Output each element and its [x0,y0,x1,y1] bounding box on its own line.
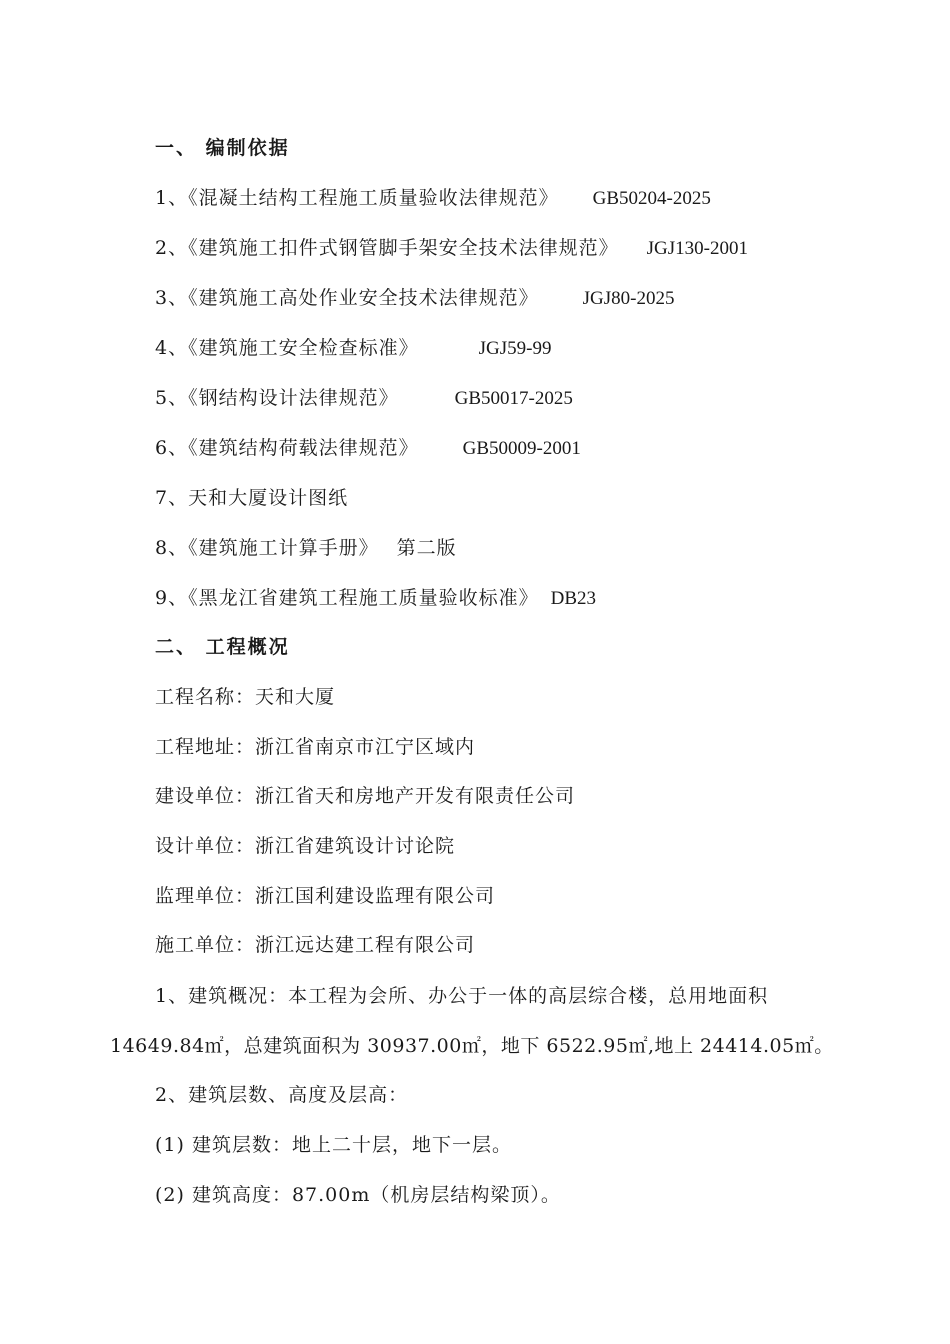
list-item [155,535,457,561]
item-text: 天和大厦设计图纸 [188,487,349,509]
info-row-designer [155,833,455,859]
list-item [155,485,348,511]
list-item [155,185,711,212]
item-text: 《建筑施工安全检查标准》 [188,337,419,359]
floors-count: (1) 建筑层数：地上二十层，地下一层。 [155,1134,512,1156]
item-number: 1、 [155,187,189,209]
item-number: 4、 [155,337,189,359]
info-row-supervisor [155,883,495,909]
item-text: 《建筑施工扣件式钢管脚手架安全技术法律规范》 [188,237,619,259]
list-item [155,435,581,462]
info-label: 施工单位： [155,934,256,956]
info-value: 浙江省天和房地产开发有限责任公司 [255,785,576,807]
item-text: 《建筑施工高处作业安全技术法律规范》 [188,287,539,309]
overview-paragraph-line1: 1、建筑概况：本工程为会所、办公于一体的高层综合楼，总用地面积 [155,985,769,1007]
info-row-project-name [155,684,335,710]
info-value: 浙江省建筑设计讨论院 [255,835,456,857]
item-number: 8、 [155,537,189,559]
info-row-developer [155,783,575,809]
section-heading-basis: 一、 编制依据 [155,137,290,159]
item-code: DB23 [550,588,597,609]
info-value: 浙江远达建工程有限公司 [255,934,476,956]
item-code: GB50009-2001 [462,438,581,459]
info-value: 浙江国利建设监理有限公司 [255,885,496,907]
info-label: 建设单位： [155,785,256,807]
info-label: 工程地址： [155,736,256,758]
list-item [155,335,551,362]
floors-heading: 2、建筑层数、高度及层高： [155,1084,409,1106]
item-number: 2、 [155,237,189,259]
item-text: 《混凝土结构工程施工质量验收法律规范》 [188,187,559,209]
item-code: JGJ80-2025 [582,288,675,309]
item-edition: 第二版 [396,537,457,559]
section-heading-overview: 二、 工程概况 [155,636,290,658]
item-number: 6、 [155,437,189,459]
item-code: GB50017-2025 [454,388,573,409]
item-code: JGJ59-99 [478,338,552,359]
item-number: 9、 [155,587,189,609]
item-code: JGJ130-2001 [646,238,748,259]
info-label: 监理单位： [155,885,256,907]
info-label: 工程名称： [155,686,256,708]
item-number: 7、 [155,487,189,509]
list-item [155,385,573,412]
overview-paragraph-line2: 14649.84㎡，总建筑面积为 30937.00㎡，地下 6522.95㎡,地上 24414.05㎡。 [110,1035,834,1057]
item-text: 《黑龙江省建筑工程施工质量验收标准》 [188,587,539,609]
list-item [155,285,674,312]
item-text: 《建筑结构荷载法律规范》 [188,437,419,459]
item-text: 《钢结构设计法律规范》 [188,387,399,409]
info-label: 设计单位： [155,835,256,857]
info-row-contractor [155,932,475,958]
info-value: 浙江省南京市江宁区域内 [255,736,476,758]
item-number: 3、 [155,287,189,309]
item-text: 《建筑施工计算手册》 [188,537,379,559]
list-item [155,585,596,612]
list-item [155,235,748,262]
info-row-project-address [155,734,475,760]
item-number: 5、 [155,387,189,409]
floors-height: (2) 建筑高度：87.00m（机房层结构梁顶）。 [155,1184,561,1206]
info-value: 天和大厦 [255,686,336,708]
item-code: GB50204-2025 [592,188,711,209]
